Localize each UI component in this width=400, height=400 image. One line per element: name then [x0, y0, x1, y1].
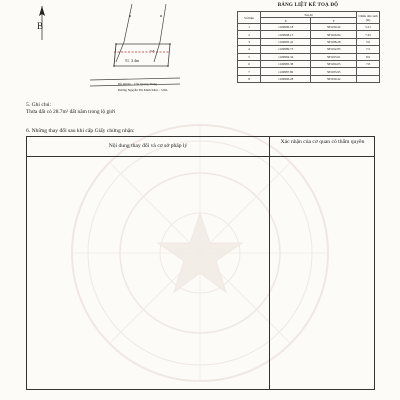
side-length: 7.8: [357, 60, 380, 67]
point-y: 583184.05: [311, 60, 357, 67]
table-row: [238, 38, 380, 45]
table-row: [238, 46, 380, 53]
coord-col-point: Số hiệu: [238, 12, 261, 24]
header-divider: [27, 156, 374, 157]
table-row: [238, 68, 380, 75]
map-street-label: Đỗ đường – Cần Quang Trung: [118, 82, 157, 86]
table-row: [238, 31, 380, 38]
side-length: [357, 68, 380, 75]
column-divider: [269, 137, 270, 389]
table-row: [238, 60, 380, 67]
side-length: 5.21: [357, 24, 380, 31]
point-y: 583183.95: [311, 68, 357, 75]
side-length: 7.45: [357, 31, 380, 38]
coord-col-x: X: [261, 18, 311, 24]
coord-table-title: BẢNG LIỆT KÊ TOẠ ĐỘ: [277, 3, 339, 8]
point-y: 583166.84: [311, 31, 357, 38]
changes-col-confirm: Xác nhận của cơ quan có thẩm quyền: [280, 139, 365, 145]
point-y: 583188.28: [311, 38, 357, 45]
side-length: 5.6: [357, 38, 380, 45]
point-id: 4: [238, 46, 261, 53]
side-length: 7.5: [357, 46, 380, 53]
point-id: 5: [238, 53, 261, 60]
point-id: 7: [238, 68, 261, 75]
coord-col-side: Chiều dài cạnh (m): [358, 13, 378, 22]
table-row: [238, 53, 380, 60]
point-id: 6: [238, 60, 261, 67]
point-id: 1: [238, 24, 261, 31]
changes-col-content: Nội dung thay đổi và cơ sở pháp lý: [108, 143, 188, 149]
point-y: 583190.42: [311, 24, 357, 31]
changes-table: [26, 136, 375, 390]
map-parcel-label: 51. 3.4m: [125, 58, 140, 63]
map-dim-label: 5.8: [150, 49, 155, 53]
point-x: 1169985.38: [261, 60, 311, 67]
coord-col-toado: Toạ độ: [261, 12, 357, 18]
section5-note: Thửa đất có 28.7m² đất nằm trong lộ giới: [26, 109, 115, 115]
north-label: B: [37, 21, 44, 31]
point-x: 1169995.41: [261, 38, 311, 45]
table-row: [238, 24, 380, 31]
point-y: 583190.42: [311, 75, 357, 82]
coord-table: [237, 11, 380, 83]
map-lane-label: Đường Nguyễn Thị Minh Khai – 5.8m: [118, 88, 168, 92]
point-x: 1169998.15: [261, 31, 311, 38]
point-x: 1169984.34: [261, 53, 311, 60]
point-id: 3: [238, 38, 261, 45]
point-x: 1169989.73: [261, 46, 311, 53]
point-id: 2: [238, 31, 261, 38]
point-x: 1169987.80: [261, 68, 311, 75]
section5-title: 5. Ghi chú:: [26, 102, 52, 108]
side-length: 8.9: [357, 53, 380, 60]
point-x: 1169990.18: [261, 24, 311, 31]
side-length: [357, 75, 380, 82]
point-y: 583193.61: [311, 53, 357, 60]
point-y: 583192.83: [311, 46, 357, 53]
coord-col-y: Y: [311, 18, 357, 24]
section6-title: 6. Những thay đổi sau khi cấp Giấy chứng nhận:: [26, 128, 135, 134]
point-id: 8: [238, 75, 261, 82]
table-row: [238, 75, 380, 82]
point-x: 1169990.28: [261, 75, 311, 82]
